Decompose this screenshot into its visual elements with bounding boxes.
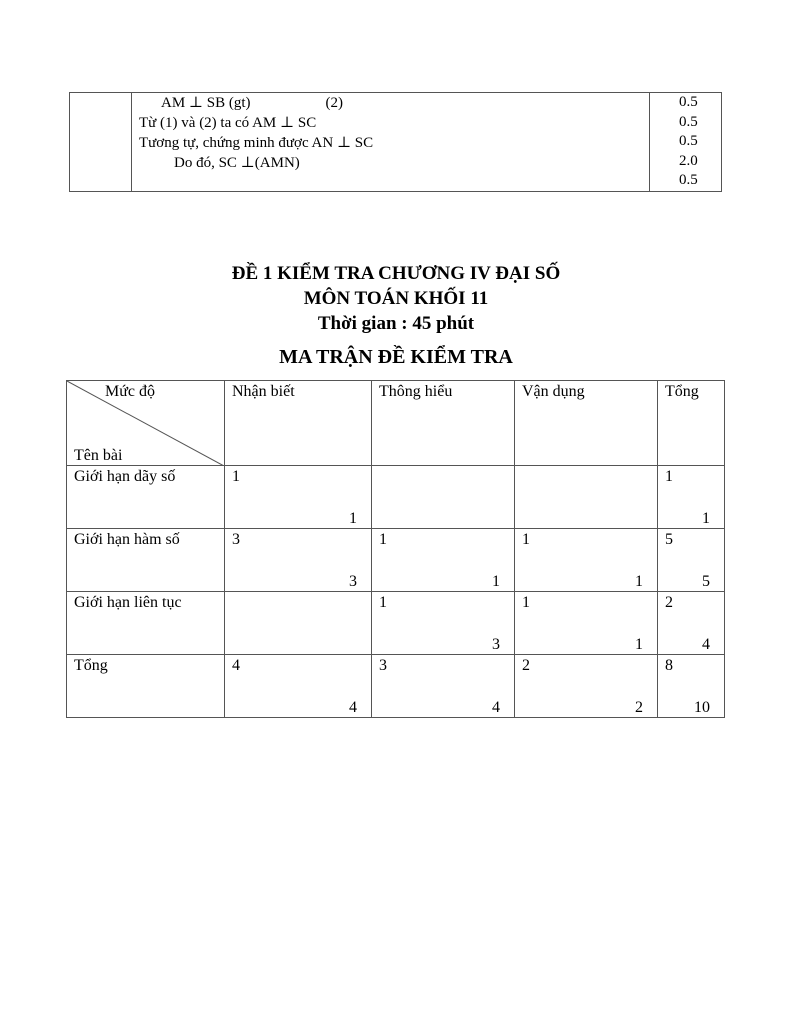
answer-score-cell: [650, 93, 722, 192]
exam-time: Thời gian : 45 phút: [317, 313, 475, 334]
question-count: 3: [232, 531, 240, 548]
answer-line: AM ⊥ SB (gt) (2): [161, 95, 344, 111]
question-count: 1: [379, 531, 387, 548]
question-count: 8: [665, 657, 673, 674]
score-value: 0.5: [679, 113, 698, 130]
answer-line: Tương tự, chứng minh được AN ⊥ SC: [139, 135, 374, 151]
matrix-cell: [658, 592, 725, 655]
matrix-cell: [658, 655, 725, 718]
score-value: 2.0: [679, 152, 698, 169]
matrix-corner-cell: [67, 381, 225, 466]
row-label: Giới hạn hàm số: [67, 529, 225, 592]
question-count: 2: [665, 594, 673, 611]
point-value: 1: [349, 510, 357, 527]
row-label: Tổng: [67, 655, 225, 718]
answer-content-cell: [132, 93, 650, 192]
score-value: 0.5: [679, 172, 698, 188]
column-header: Tổng: [658, 381, 725, 466]
answer-line: Do đó, SC ⊥(AMN): [174, 155, 300, 171]
table-row: [67, 466, 725, 529]
matrix-cell: [225, 592, 372, 655]
matrix-cell: [515, 529, 658, 592]
matrix-cell: [515, 592, 658, 655]
corner-level-label: Mức độ: [105, 383, 155, 400]
point-value: 3: [349, 573, 357, 590]
column-header: Vận dụng: [515, 381, 658, 466]
column-header: Nhận biết: [225, 381, 372, 466]
point-value: 5: [702, 573, 710, 590]
column-header: Thông hiểu: [372, 381, 515, 466]
point-value: 1: [492, 573, 500, 590]
point-value: 10: [694, 699, 710, 716]
exam-matrix-table: [66, 380, 725, 718]
row-label: Giới hạn liên tục: [67, 592, 225, 655]
question-count: 4: [232, 657, 240, 674]
matrix-cell: [658, 529, 725, 592]
row-label: Giới hạn dãy số: [67, 466, 225, 529]
point-value: 2: [635, 699, 643, 716]
point-value: 3: [492, 636, 500, 653]
answer-table-continuation: [69, 92, 722, 192]
point-value: 4: [492, 699, 500, 716]
question-count: 1: [522, 594, 530, 611]
table-row: [67, 655, 725, 718]
answer-line: Từ (1) và (2) ta có AM ⊥ SC: [139, 115, 317, 131]
question-count: 1: [665, 468, 673, 485]
matrix-header-row: [67, 381, 725, 466]
question-count: 1: [379, 594, 387, 611]
corner-topic-label: Tên bài: [74, 447, 123, 464]
matrix-cell: [372, 655, 515, 718]
table-row: [67, 529, 725, 592]
point-value: 4: [349, 699, 357, 716]
question-count: 1: [232, 468, 240, 485]
table-row: [67, 592, 725, 655]
point-value: 1: [635, 573, 643, 590]
matrix-cell: [515, 655, 658, 718]
question-count: 5: [665, 531, 673, 548]
point-value: 1: [635, 636, 643, 653]
matrix-cell: [515, 466, 658, 529]
exam-title: ĐỀ 1 KIỂM TRA CHƯƠNG IV ĐẠI SỐ: [231, 263, 561, 284]
question-count: 1: [522, 531, 530, 548]
question-count: 3: [379, 657, 387, 674]
matrix-title: MA TRẬN ĐỀ KIỂM TRA: [279, 346, 513, 368]
matrix-cell: [372, 529, 515, 592]
exam-subject: MÔN TOÁN KHỐI 11: [303, 288, 489, 309]
point-value: 1: [702, 510, 710, 527]
point-value: 4: [702, 636, 710, 653]
score-value: 0.5: [679, 133, 698, 149]
matrix-cell: [658, 466, 725, 529]
matrix-cell: [225, 655, 372, 718]
matrix-cell: [372, 592, 515, 655]
answer-question-cell: [70, 93, 132, 192]
matrix-cell: [225, 529, 372, 592]
matrix-cell: [225, 466, 372, 529]
score-value: 0.5: [679, 94, 698, 110]
question-count: 2: [522, 657, 530, 674]
matrix-cell: [372, 466, 515, 529]
